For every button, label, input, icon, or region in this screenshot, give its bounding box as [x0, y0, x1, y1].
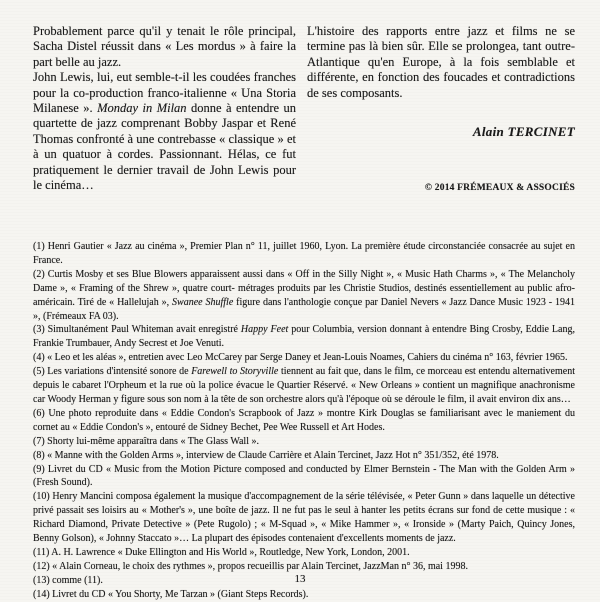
text-run: (1) Henri Gautier « Jazz au cinéma », Premier Plan n° 11, juillet 1960, Lyon. La première étude circonstanciée consacrée au sujet en France. — [33, 241, 575, 266]
footnote-12 — [33, 560, 575, 574]
text-run: (13) comme (11). — [33, 574, 103, 586]
footnote-5 — [33, 365, 575, 407]
footnote-6 — [33, 407, 575, 435]
text-run: (6) Une photo reproduite dans « Eddie Condon's Scrapbook of Jazz » montre Kirk Douglas se familiarisant avec le maniement du cornet au « Eddie Condon's », entouré de Sidney Bechet, Pee Wee Russell et Art Hodes. — [33, 407, 575, 433]
text-run: figure dans l'anthologie conçue par Daniel Nevers « Jazz Dance Music 1923 - 1941 », (Frémeaux FA 03). — [33, 296, 575, 322]
footnote-10 — [33, 490, 575, 546]
footnote-3 — [33, 323, 575, 351]
text-run: donne à entendre un quartette de jazz comprenant Bobby Jaspar et René Thomas confronté à une contrebasse « classique » et à un quatuor à cordes. Passionnant. Hélas, ce fut pratiquement le dernier travail de John Lewis pour le cinéma… — [33, 101, 296, 193]
text-run: (10) Henry Mancini composa également la musique d'accompagnement de la série télévisée, « Peter Gunn » dans laquelle un détective privé passait ses loisirs au « Mother's », une boîte de jazz. Il ne fut pas le seul à hanter les petits écrans sur fond de cette musique : « Richard Diamond, Private Detective » (Pete Rugolo) ; « M-Squad », « Mike Hammer », « Ironside » (Marty Paich, Quincy Jones, Benny Golson), « Johnny Staccato »… La plupart des épisodes contenaient d'excellents moments de jazz. — [33, 491, 575, 545]
footnote-8 — [33, 449, 575, 463]
text-run: (12) « Alain Corneau, le choix des rythmes », propos recueillis par Alain Tercinet, JazzMan n° 36, mai 1998. — [33, 560, 468, 572]
text-run: (11) A. H. Lawrence « Duke Ellington and His World », Routledge, New York, London, 2001. — [33, 546, 410, 558]
author-credit: Alain TERCINET — [472, 124, 575, 140]
footnote-1 — [33, 240, 575, 268]
footnote-11 — [33, 546, 575, 560]
footnote-9 — [33, 463, 575, 491]
footnotes-section — [33, 240, 575, 602]
copyright-line: © 2014 FRÉMEAUX & ASSOCIÉS — [424, 183, 575, 194]
italic-title-text: Swanee Shuffle — [172, 296, 234, 308]
right-paragraph-1: L'histoire des rapports entre jazz et films ne se termine pas là bien sûr. Elle se prolongea, tant outre-Atlantique qu'en Europe, à la fois semblable et différente, en fonction des foucades et contradictions de ses composants. — [307, 24, 575, 100]
italic-title-text: Monday in Milan — [97, 101, 187, 116]
text-run: John Lewis, lui, eut semble-t-il les coudées franches pour la co-production franco-italienne « Una Storia Milanese ». — [33, 70, 296, 116]
footnote-2 — [33, 268, 575, 324]
left-paragraph-2 — [33, 70, 296, 193]
text-run: (4) « Leo et les aléas », entretien avec Leo McCarey par Serge Daney et Jean-Louis Noames, Cahiers du cinéma n° 163, février 1965. — [33, 352, 568, 364]
right-column — [307, 24, 575, 197]
text-run: pour Columbia, version donnant à entendre Bing Crosby, Eddie Lang, Frankie Trumbauer, Andy Secrest et Joe Venuti. — [33, 324, 575, 350]
text-run: (14) Livret du CD « You Shorty, Me Tarzan » (Giant Steps Records). — [33, 588, 309, 600]
text-run: (7) Shorty lui-même apparaîtra dans « The Glass Wall ». — [33, 435, 259, 447]
text-run: (3) Simultanément Paul Whiteman avait enregistré — [33, 324, 241, 336]
italic-title-text: Farewell to Storyville — [191, 366, 279, 378]
text-run: (9) Livret du CD « Music from the Motion Picture composed and conducted by Elmer Bernstein - The Man with the Golden Arm » (Fresh Sound). — [33, 463, 575, 489]
footnote-7 — [33, 435, 575, 449]
text-run: (5) Les variations d'intensité sonore de — [33, 366, 192, 378]
italic-title-text: Happy Feet — [240, 324, 289, 336]
left-paragraph-1: Probablement parce qu'il y tenait le rôle principal, Sacha Distel réussit dans « Les mordus » à faire la part belle au jazz. — [33, 24, 296, 69]
text-run: tiennent au fait que, dans le film, ce morceau est entendu alternativement depuis le cabaret l'Orpheum et la rue où la police évacue le Quartier Réservé. « New Orleans » contient un magnifique anachronisme car Woody Herman y figure sous son nom à la tête de son orchestre alors qu'à l'époque où se déroule le film, il avait environ dix ans… — [33, 366, 575, 405]
text-run: (2) Curtis Mosby et ses Blue Blowers apparaissent aussi dans « Off in the Silly Night », « Music Hath Charms », « The Melancholy Dame », « Framing of the Shrew », quatre court- métrages produits par les Christie Studios, destinés essentiellement au public afro-américain. Tiré de « Hallelujah », — [33, 268, 575, 308]
left-column — [33, 24, 296, 193]
text-run: (8) « Manne with the Golden Arms », interview de Claude Carrière et Alain Tercinet, Jazz Hot n° 351/352, été 1978. — [33, 449, 499, 461]
footnote-14 — [33, 588, 575, 602]
footnote-4 — [33, 351, 575, 365]
page-number: 13 — [294, 573, 306, 585]
